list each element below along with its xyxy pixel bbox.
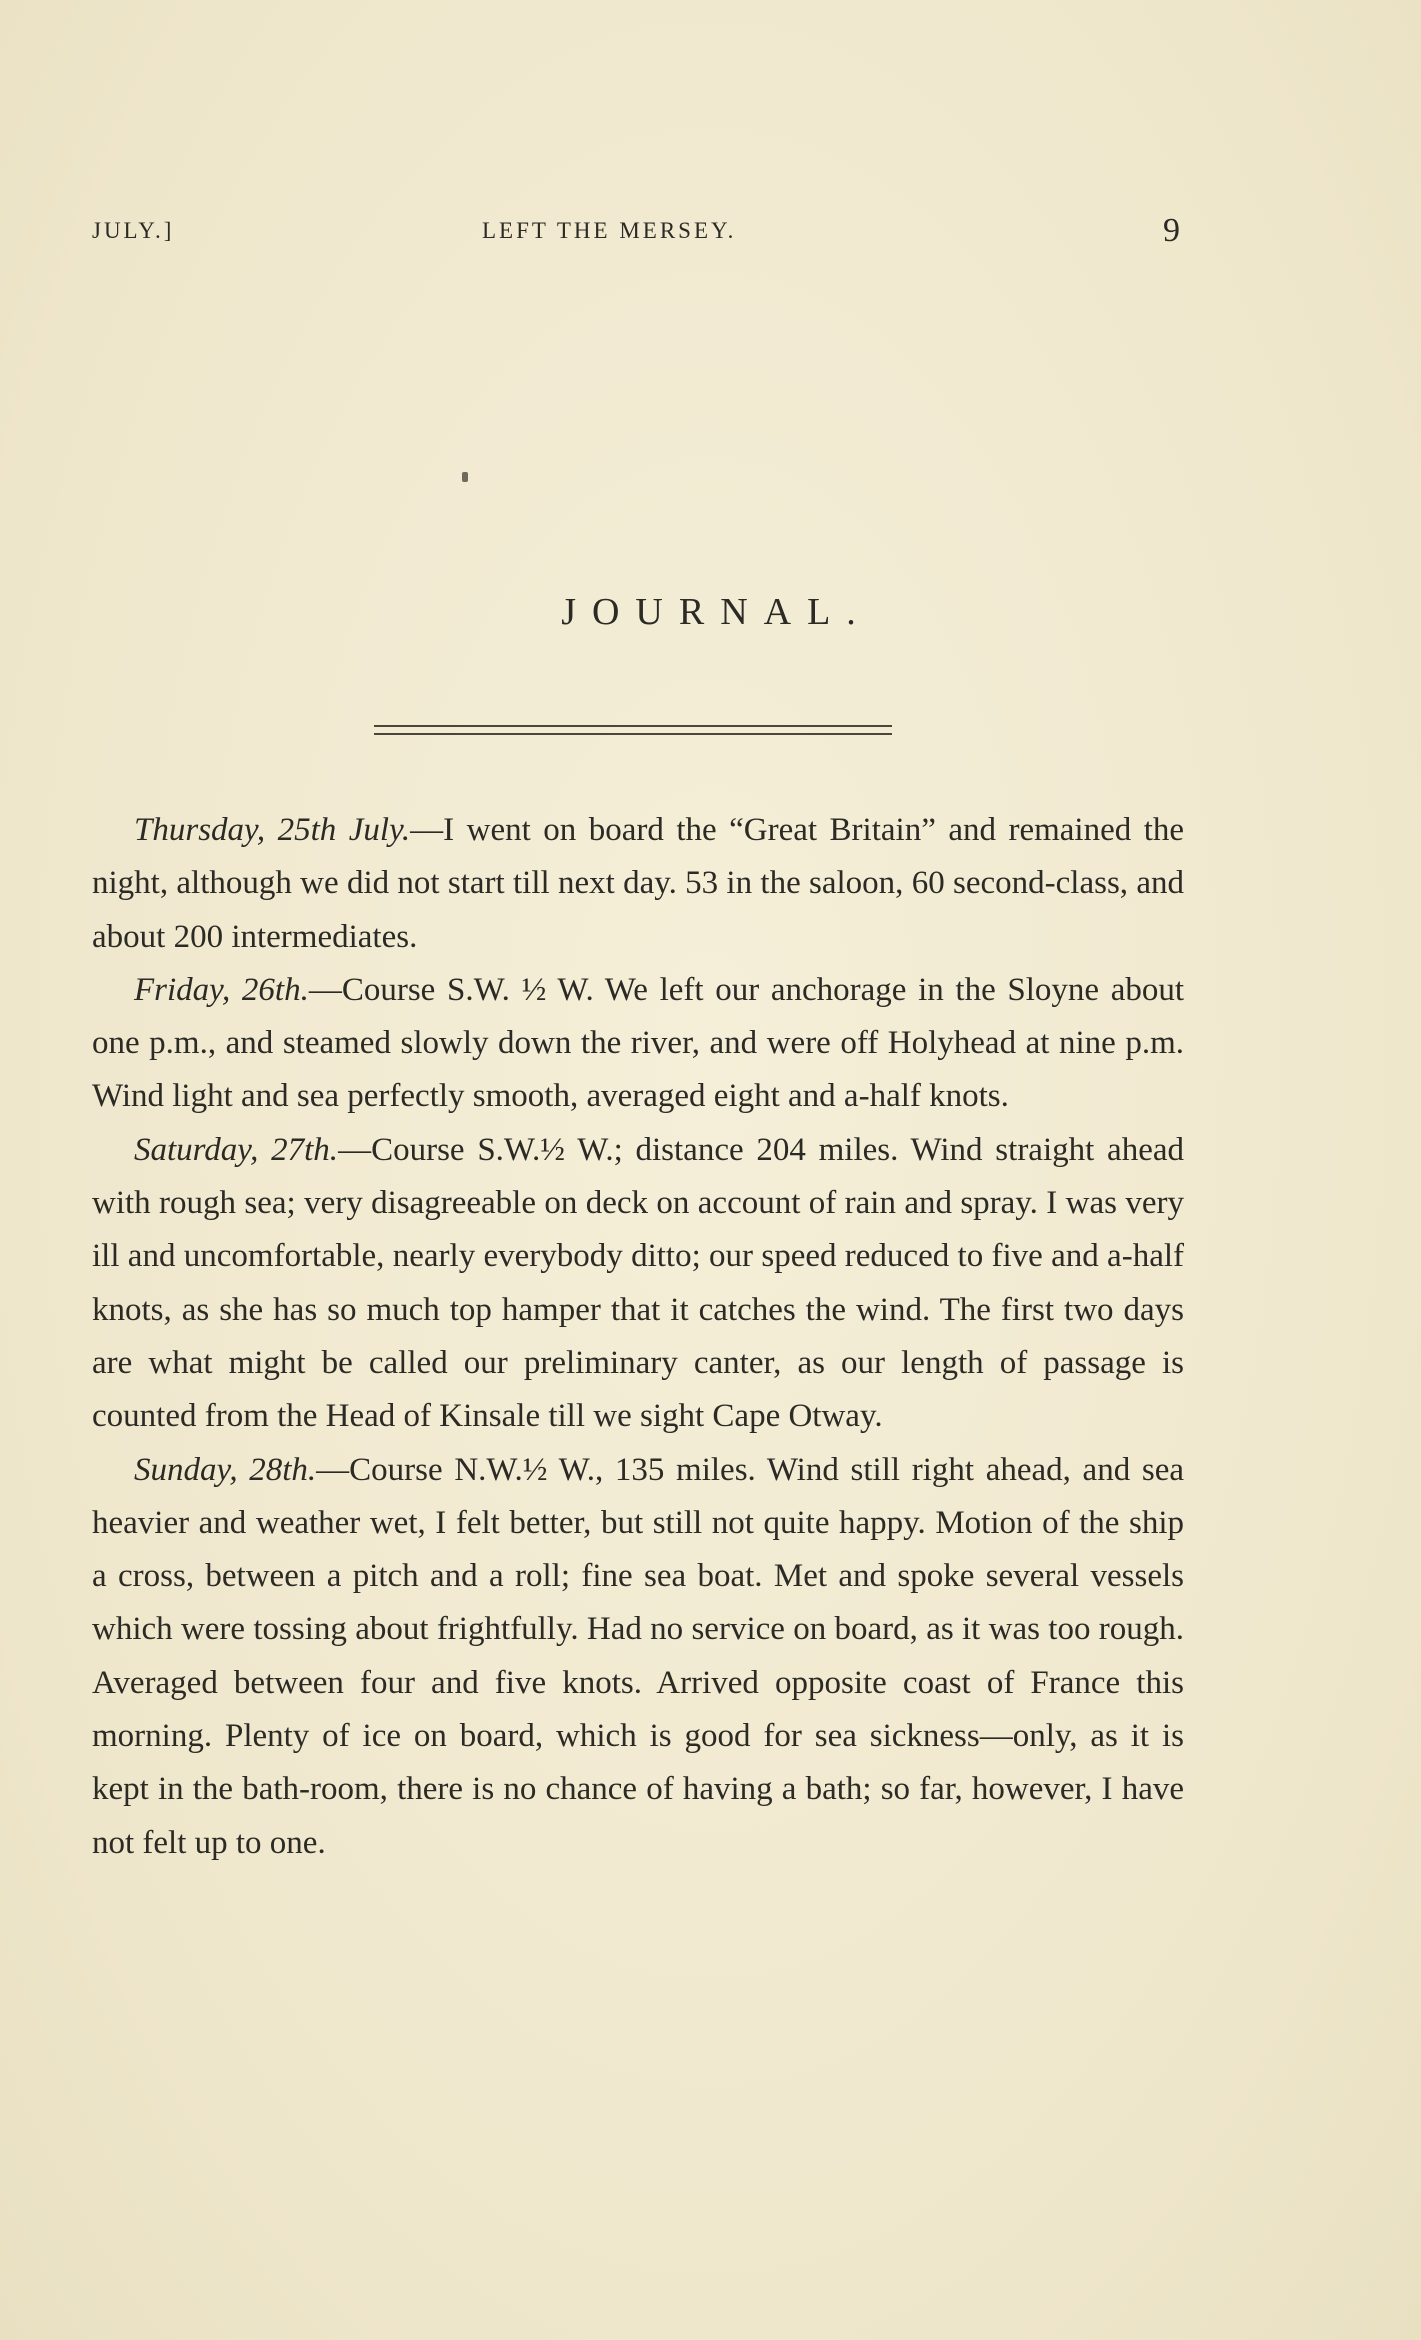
entry-day: Thursday,: [134, 812, 266, 848]
page-number: 9: [1163, 212, 1180, 249]
section-title: JOURNAL.: [561, 591, 872, 633]
running-head: [92, 212, 1180, 252]
running-head-month: JULY.]: [92, 218, 175, 243]
title-rule-bottom: [374, 733, 892, 735]
entry-date: 27th.: [258, 1131, 339, 1168]
ink-speck: [462, 472, 468, 482]
journal-entry-friday: [92, 964, 1184, 1124]
entry-text: —Course S.W.½ W.; distance 204 miles. Wind straight ahead with rough sea; very disagreeable on deck on account of rain and spray. I was very ill and uncomfortable, nearly everybody ditto; our speed reduced to five and a-half knots, as she has so much top hamper that it catches the wind. The first two days are what might be called our preliminary canter, as our length of passage is counted from the Head of Kinsale till we sight Cape Otway.: [92, 1131, 1184, 1435]
entry-text: —I went on board the “Great Britain” and remained the night, although we did not start till next day. 53 in the saloon, 60 second-class, and about 200 intermediates.: [92, 812, 1185, 955]
entry-day: Saturday,: [134, 1131, 259, 1168]
entry-day: Sunday,: [134, 1451, 238, 1488]
title-rule-top: [374, 725, 892, 727]
entry-text: —Course N.W.½ W., 135 miles. Wind still right ahead, and sea heavier and weather wet, I felt better, but still not quite happy. Motion of the ship a cross, between a pitch and a roll; fine sea boat. Met and spoke several vessels which were tossing about frightfully. Had no service on board, as it was too rough. Averaged between four and five knots. Arrived opposite coast of France this morning. Plenty of ice on board, which is good for sea sickness—only, as it is kept in the bath-room, there is no chance of having a bath; so far, however, I have not felt up to one.: [92, 1451, 1185, 1861]
entry-date: 26th.: [230, 971, 309, 1008]
journal-entry-thursday: [92, 804, 1184, 964]
entry-text: —Course S.W. ½ W. We left our anchorage in the Sloyne about one p.m., and steamed slowly down the river, and were off Holyhead at nine p.m. Wind light and sea perfectly smooth, averaged eight and a-half knots.: [92, 971, 1185, 1115]
journal-body: [92, 804, 1184, 1870]
journal-entry-saturday: [92, 1124, 1184, 1444]
running-head-title: LEFT THE MERSEY.: [482, 218, 737, 243]
entry-date: 25th July.: [265, 812, 411, 848]
journal-entry-sunday: [92, 1444, 1184, 1870]
entry-date: 28th.: [237, 1451, 317, 1488]
entry-day: Friday,: [134, 971, 231, 1008]
